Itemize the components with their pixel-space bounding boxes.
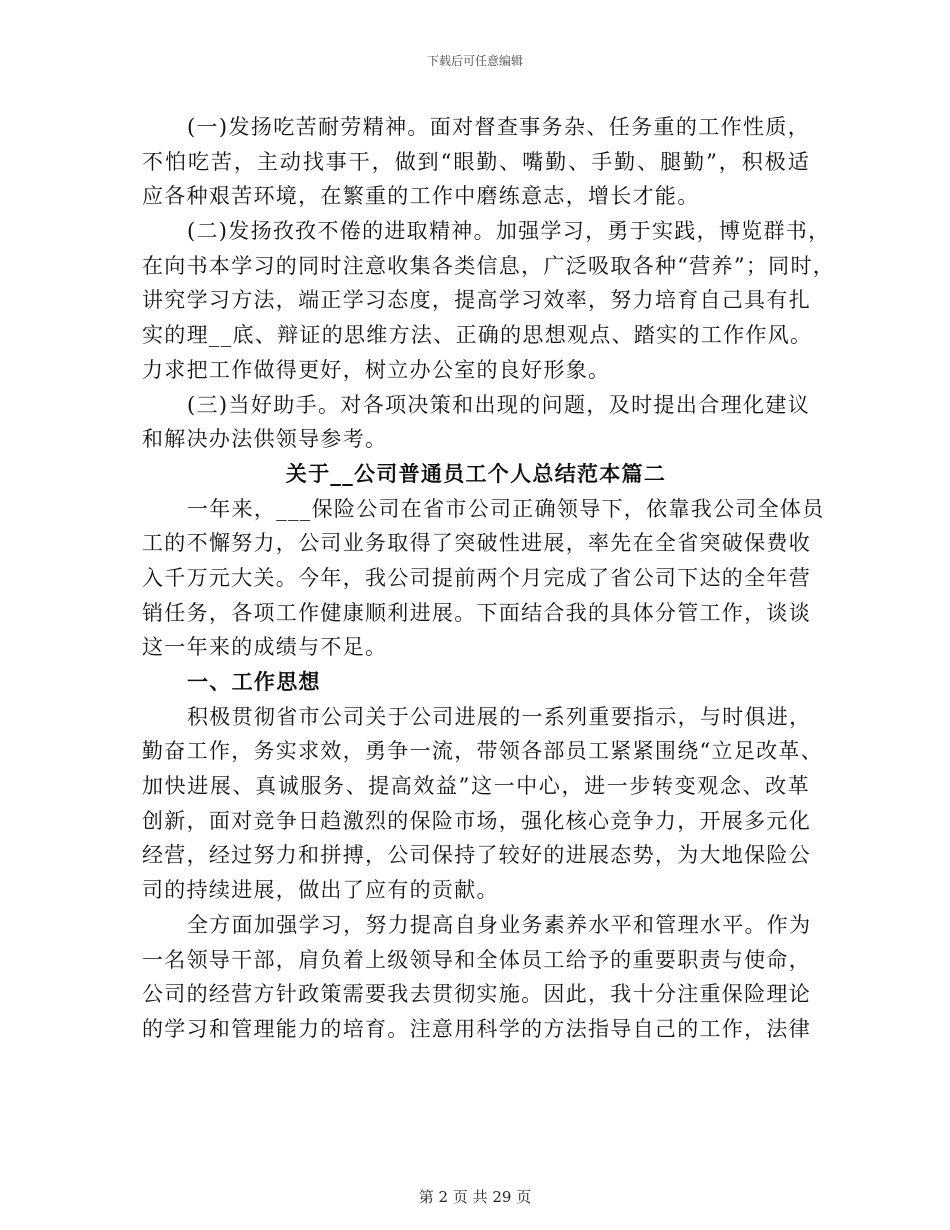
subsection-heading: 一、工作思想 xyxy=(187,669,321,694)
document-body xyxy=(142,110,836,1047)
paragraph-line: (一)发扬吃苦耐劳精神。面对督查事务杂、任务重的工作性质， xyxy=(187,115,810,139)
paragraph-line: 力求把工作做得更好，树立办公室的良好形象。 xyxy=(142,357,611,382)
paragraph-line: 不怕吃苦，主动找事干，做到“眼勤、嘴勤、手勤、腿勤”，积极适 xyxy=(142,149,811,174)
paragraph-line: 应各种艰苦环境，在繁重的工作中磨练意志，增长才能。 xyxy=(142,184,700,209)
paragraph-line: 全方面加强学习，努力提高自身业务素养水平和管理水平。作为 xyxy=(187,912,812,937)
paragraph-line: (二)发扬孜孜不倦的进取精神。加强学习，勇于实践，博览群书， xyxy=(187,219,831,244)
paragraph-line: 入千万元大关。今年，我公司提前两个月完成了省公司下达的全年营 xyxy=(142,565,811,590)
page-footer: 第 2 页 共 29 页 xyxy=(418,1188,532,1206)
paragraph-line: 在向书本学习的同时注意收集各类信息，广泛吸取各种“营养”；同时， xyxy=(142,253,836,278)
paragraph-line: 经营，经过努力和拼搏，公司保持了较好的进展态势，为大地保险公 xyxy=(142,843,811,868)
paragraph-line: 积极贯彻省市公司关于公司进展的一系列重要指示，与时俱进， xyxy=(187,704,812,729)
paragraph-line: 一名领导干部，肩负着上级领导和全体员工给予的重要职责与使命， xyxy=(142,947,811,972)
paragraph-line: (三)当好助手。对各项决策和出现的问题，及时提出合理化建议 xyxy=(187,392,810,417)
paragraph-line: 这一年来的成绩与不足。 xyxy=(142,635,388,660)
paragraph-line: 和解决办法供领导参考。 xyxy=(142,427,388,452)
paragraph-line: 加快进展、真诚服务、提高效益”这一中心，进一步转变观念、改革 xyxy=(142,774,810,799)
paragraph-line: 讲究学习方法，端正学习态度，提高学习效率，努力培育自己具有扎 xyxy=(142,288,811,313)
paragraph-line: 实的理__底、辩证的思维方法、正确的思想观点、踏实的工作作风。 xyxy=(142,323,813,348)
paragraph-line: 的学习和管理能力的培育。注意用科学的方法指导自己的工作，法律 xyxy=(142,1016,811,1041)
paragraph-line: 公司的经营方针政策需要我去贯彻实施。因此，我十分注重保险理论 xyxy=(142,982,811,1007)
section-heading: 关于__公司普通员工个人总结范本篇二 xyxy=(285,460,667,486)
page-header: 下载后可任意编辑 xyxy=(426,54,523,68)
paragraph-line: 工的不懈努力，公司业务取得了突破性进展，率先在全省突破保费收 xyxy=(142,531,811,556)
paragraph-line: 创新，面对竞争日趋激烈的保险市场，强化核心竞争力，开展多元化 xyxy=(142,808,811,833)
paragraph-line: 司的持续进展，做出了应有的贡献。 xyxy=(142,878,499,903)
paragraph-line: 销任务，各项工作健康顺利进展。下面结合我的具体分管工作，谈谈 xyxy=(142,600,811,625)
paragraph-line: 勤奋工作，务实求效，勇争一流，带领各部员工紧紧围绕“立足改革、 xyxy=(142,739,824,764)
paragraph-line: 一年来，___保险公司在省市公司正确领导下，依靠我公司全体员 xyxy=(187,496,825,521)
